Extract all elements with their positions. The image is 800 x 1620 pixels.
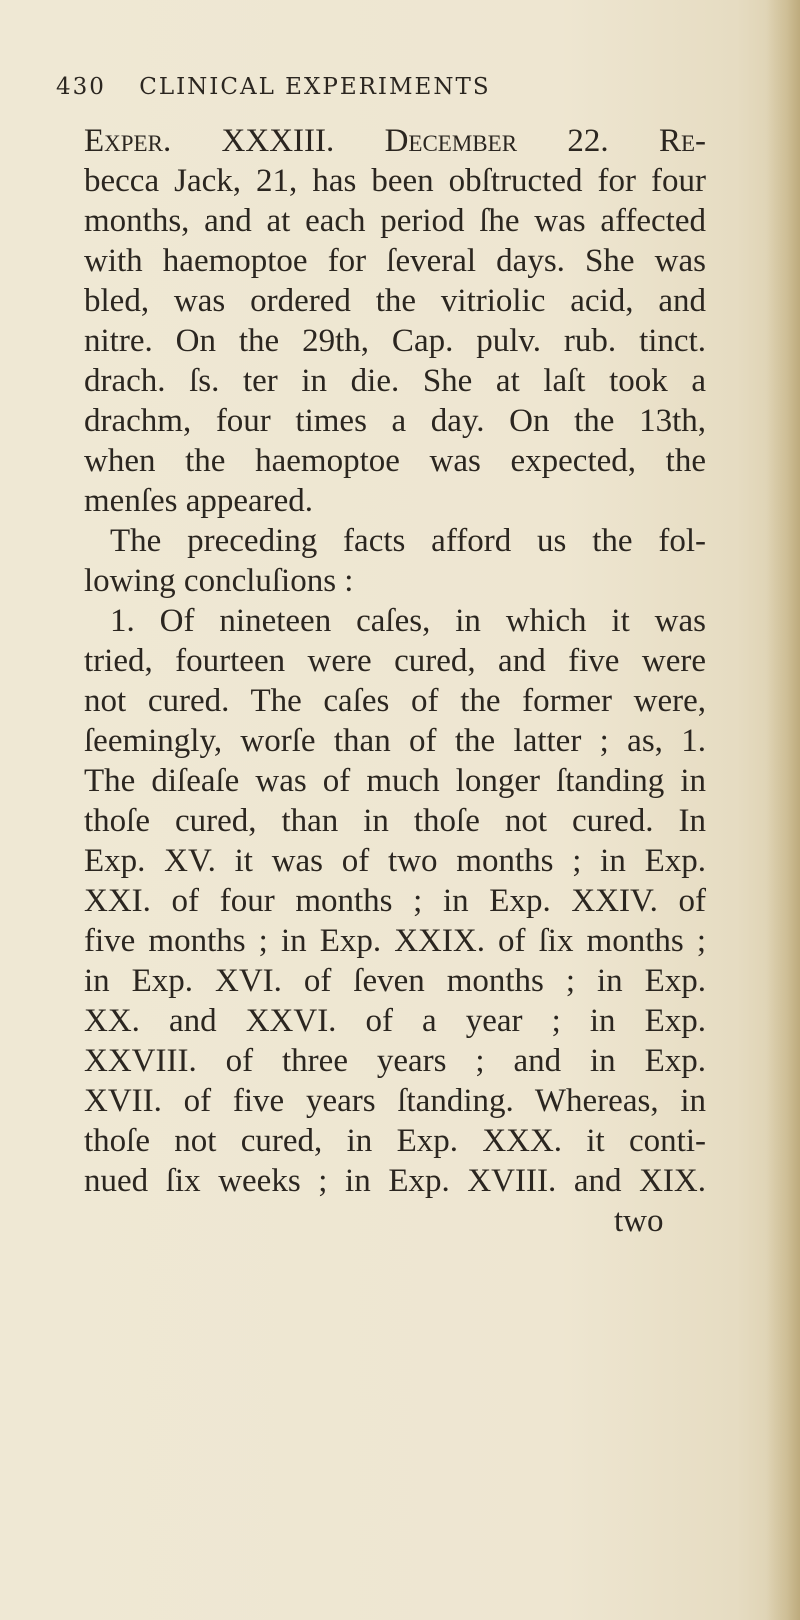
text-line: when the haemoptoe was expected, the bbox=[84, 443, 706, 479]
text-line: thoſe not cured, in Exp. XXX. it conti- bbox=[84, 1123, 706, 1159]
catchword: two bbox=[614, 1203, 664, 1239]
text-line: not cured. The caſes of the former were, bbox=[84, 683, 706, 719]
page-edge-shadow bbox=[766, 0, 800, 1620]
text-line: becca Jack, 21, has been obſtructed for four bbox=[84, 163, 706, 199]
text-line: tried, fourteen were cured, and five were bbox=[84, 643, 706, 679]
text-line: in Exp. XVI. of ſeven months ; in Exp. bbox=[84, 963, 706, 999]
text-line: months, and at each period ſhe was affected bbox=[84, 203, 706, 239]
text-line: nued ſix weeks ; in Exp. XVIII. and XIX. bbox=[84, 1163, 706, 1199]
text-line: XXVIII. of three years ; and in Exp. bbox=[84, 1043, 706, 1079]
text-line: menſes appeared. bbox=[84, 483, 314, 519]
text-line: bled, was ordered the vitriolic acid, and bbox=[84, 283, 706, 319]
text-line: five months ; in Exp. XXIX. of ſix months ; bbox=[84, 923, 706, 959]
text-line: thoſe cured, than in thoſe not cured. In bbox=[84, 803, 706, 839]
text-line: with haemoptoe for ſeveral days. She was bbox=[84, 243, 706, 279]
text-line: The preceding facts afford us the fol- bbox=[110, 523, 706, 559]
text-line: nitre. On the 29th, Cap. pulv. rub. tinct. bbox=[84, 323, 706, 359]
running-header bbox=[56, 74, 696, 100]
text-line: XX. and XXVI. of a year ; in Exp. bbox=[84, 1003, 706, 1039]
text-line: Exp. XV. it was of two months ; in Exp. bbox=[84, 843, 706, 879]
running-title: CLINICAL EXPERIMENTS bbox=[139, 74, 491, 100]
text-line: Exper. XXXIII. December 22. Re- bbox=[84, 123, 706, 159]
text-line: 1. Of nineteen caſes, in which it was bbox=[110, 603, 706, 639]
text-line: XXI. of four months ; in Exp. XXIV. of bbox=[84, 883, 706, 919]
page-number: 430 bbox=[56, 74, 106, 100]
text-line: The diſeaſe was of much longer ſtanding in bbox=[84, 763, 706, 799]
text-line: drachm, four times a day. On the 13th, bbox=[84, 403, 706, 439]
text-line: XVII. of five years ſtanding. Whereas, in bbox=[84, 1083, 706, 1119]
text-line: drach. ſs. ter in die. She at laſt took a bbox=[84, 363, 706, 399]
text-line: lowing concluſions : bbox=[84, 563, 354, 599]
text-line: ſeemingly, worſe than of the latter ; as, 1. bbox=[84, 723, 706, 759]
